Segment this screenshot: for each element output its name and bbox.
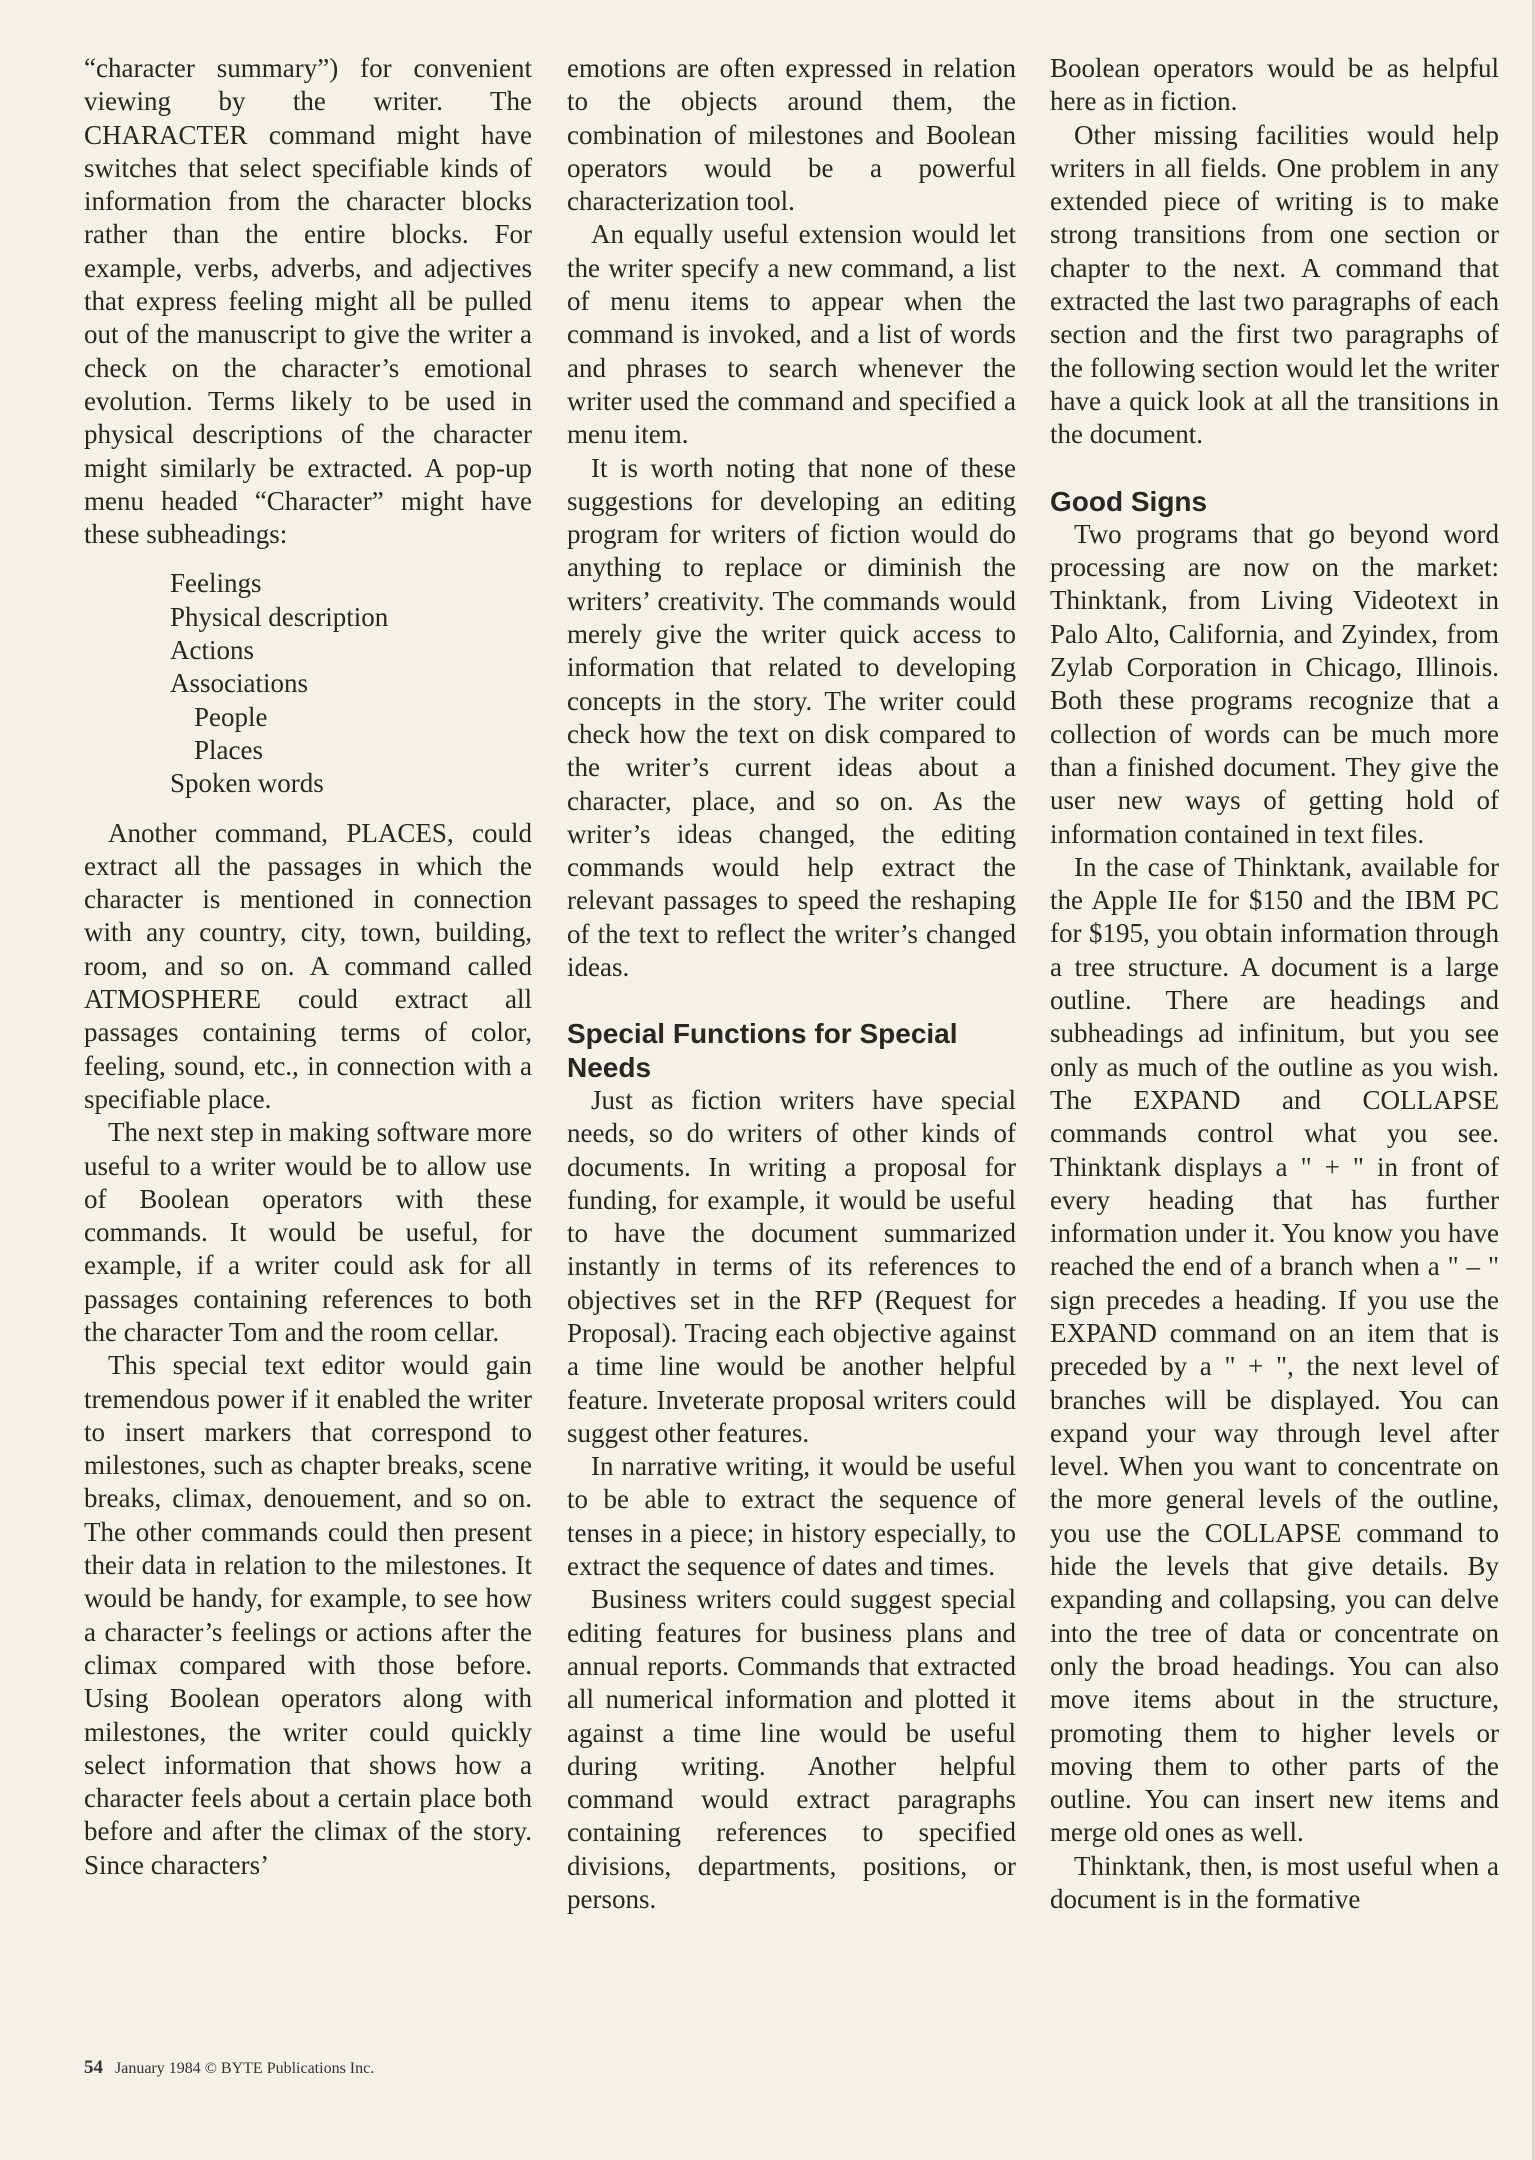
publication-credit: January 1984 © BYTE Publications Inc. bbox=[115, 2060, 375, 2077]
paragraph-emotions-continued: emotions are often expressed in relation to the objects around them, the combination of milestones and Boolean operators would be a powerful characterization tool. bbox=[567, 53, 1016, 217]
paragraph-character-summary: “character summary”) for convenient viewing by the writer. The CHARACTER command might have switches that select specifiable kinds of information from the character blocks rather than the entire blocks. For example, verbs, adverbs, and adjectives that express feeling might all be pulled out of the manuscript to give the writer a check on the character’s emotional evolution. Terms likely to be used in physical descriptions of the character might similarly be extracted. A pop-up menu headed “Character” might have these subheadings: bbox=[84, 53, 532, 550]
paragraph-places-command: Another command, PLACES, could extract all the passages in which the character is mentioned in connection with any country, city, town, building, room, and so on. A command called ATMOSPHERE could extract all passages containing terms of color, feeling, sound, etc., in connection with a specifiable place. bbox=[84, 817, 532, 1114]
menu-item-associations: Associations bbox=[170, 668, 308, 699]
column-1 bbox=[84, 52, 532, 1882]
paragraph-two-programs: Two programs that go beyond word processing are now on the market: Thinktank, from Living Videotext in Palo Alto, California, and Zyindex, from Zylab Corporation in Chicago, Illinois. Both these programs recognize that a collection of words can be much more than a finished document. They give the user new ways of getting hold of information contained in text files. bbox=[1050, 518, 1499, 849]
column-2 bbox=[567, 52, 1016, 1916]
paragraph-useful-extension: An equally useful extension would let the writer specify a new command, a list of menu items to appear when the command is invoked, and a list of words and phrases to search whenever the writer used the command and specified a menu item. bbox=[567, 219, 1016, 450]
section-heading-special-functions: Special Functions for Special Needs bbox=[567, 1018, 958, 1083]
paragraph-business-writers: Business writers could suggest special editing features for business plans and annual reports. Commands that extracted all numerical information and plotted it against a time line would be useful during writing. Another helpful command would extract paragraphs containing references to specified divisions, departments, positions, or persons. bbox=[567, 1584, 1016, 1915]
menu-item-spoken-words: Spoken words bbox=[170, 768, 324, 799]
menu-item-places: Places bbox=[194, 734, 263, 765]
paragraph-boolean-operators: The next step in making software more useful to a writer would be to allow use of Boolean operators with these commands. It would be useful, for example, if a writer could ask for all passages containing references to both the character Tom and the room cellar. bbox=[84, 1117, 532, 1347]
paragraph-narrative-writing: In narrative writing, it would be useful to be able to extract the sequence of tenses in a piece; in history especially, to extract the sequence of dates and times. bbox=[567, 1451, 1016, 1582]
menu-item-feelings: Feelings bbox=[170, 568, 262, 599]
paragraph-milestones: This special text editor would gain tremendous power if it enabled the writer to insert markers that correspond to milestones, such as chapter breaks, scene breaks, climax, denouement, and so on. The other commands could then present their data in relation to the milestones. It would be handy, for example, to see how a character’s feelings or actions after the climax compared with those before. Using Boolean operators along with milestones, the writer could quickly select information that shows how a character feels about a certain place both before and after the climax of the story. Since characters’ bbox=[84, 1350, 532, 1880]
menu-item-people: People bbox=[194, 701, 268, 732]
page-number: 54 bbox=[84, 2057, 103, 2078]
menu-item-actions: Actions bbox=[170, 635, 254, 666]
paragraph-thinktank-details: In the case of Thinktank, available for the Apple IIe for $150 and the IBM PC for $195, you obtain information through a tree structure. A document is a large outline. There are headings and subheadings ad infinitum, but you see only as much of the outline as you wish. The EXPAND and COLLAPSE commands control what you see. Thinktank displays a " + " in front of every heading that has further information under it. You know you have reached the end of a branch when a " – " sign precedes a heading. If you use the EXPAND command on an item that is preceded by a " + ", the next level of branches will be displayed. You can expand your way through level after level. When you want to concentrate on the more general levels of the outline, you use the COLLAPSE command to hide the levels that give details. By expanding and collapsing, you can delve into the tree of data or concentrate on only the broad headings. You can also move items about in the structure, promoting them to higher levels or moving them to other parts of the outline. You can insert new items and merge old ones as well. bbox=[1050, 851, 1499, 1848]
menu-item-physical-description: Physical description bbox=[170, 601, 389, 632]
paragraph-worth-noting: It is worth noting that none of these suggestions for developing an editing program for writers of fiction would do anything to replace or diminish the writers’ creativity. The commands would merely give the writer quick access to information that related to developing concepts in the story. The writer could check how the text on disk compared to the writer’s current ideas about a character, place, and so on. As the writer’s ideas changed, the editing commands would help extract the relevant passages to speed the reshaping of the text to reflect the writer’s changed ideas. bbox=[567, 452, 1016, 983]
column-3 bbox=[1050, 52, 1499, 1916]
character-menu-list bbox=[170, 567, 532, 800]
paragraph-special-needs: Just as fiction writers have special needs, so do writers of other kinds of documents. In writing a proposal for funding, for example, it would be useful to have the document summarized instantly in terms of its references to objectives set in the RFP (Request for Proposal). Tracing each objective against a time line would be another helpful feature. Inveterate proposal writers could suggest other features. bbox=[567, 1084, 1016, 1448]
paragraph-missing-facilities: Other missing facilities would help writers in all fields. One problem in any extended piece of writing is to make strong transitions from one section or chapter to the next. A command that extracted the last two paragraphs of each section and the first two paragraphs of the following section would let the writer have a quick look at all the transitions in the document. bbox=[1050, 119, 1499, 450]
page-footer bbox=[84, 2057, 374, 2079]
section-heading-good-signs: Good Signs bbox=[1050, 485, 1208, 517]
paragraph-boolean-continued: Boolean operators would be as helpful here as in fiction. bbox=[1050, 53, 1499, 117]
paragraph-thinktank-then: Thinktank, then, is most useful when a document is in the formative bbox=[1050, 1850, 1499, 1915]
